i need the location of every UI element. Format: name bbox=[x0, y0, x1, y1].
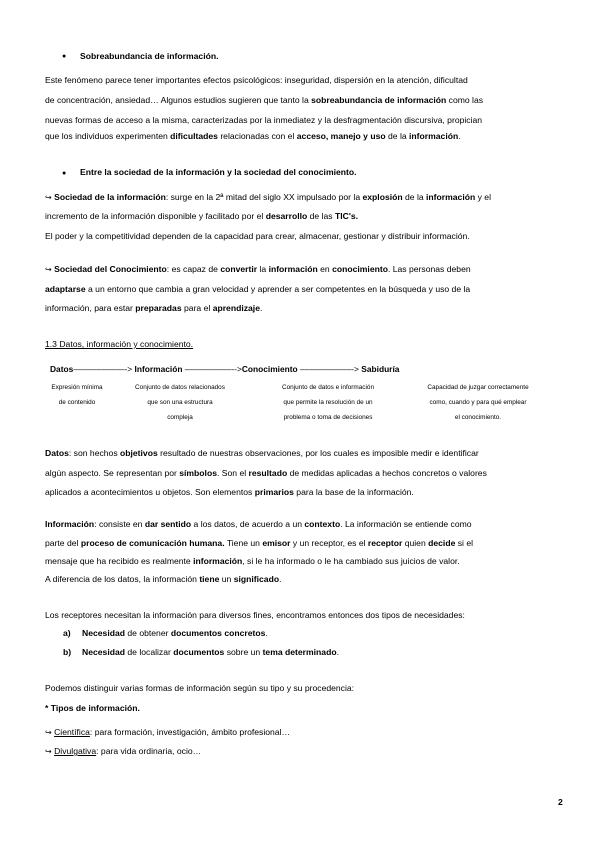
chain-desc-sabiduria: Capacidad de juzgar correctamente como, cuando y para qué emplear el conocimiento. bbox=[427, 384, 529, 421]
chain-datos: Datos bbox=[50, 364, 74, 374]
paragraph-line: nuevas formas de acceso a la misma, caracterizadas por la inmediatez y la desfragmentación discursiva, propician bbox=[45, 115, 483, 125]
asterisk-icon: * bbox=[45, 703, 49, 713]
return-arrow-icon: ↪ bbox=[45, 747, 52, 756]
chain-arrow: –––––––––––-> bbox=[297, 364, 362, 374]
paragraph-line: incremento de la información disponible y facilitado por el desarrollo de las TIC's. bbox=[45, 211, 359, 221]
paragraph-line: que los individuos experimenten dificultades relacionadas con el acceso, manejo y uso de la información. bbox=[45, 131, 461, 141]
paragraph-line: información, para estar preparadas para el aprendizaje. bbox=[45, 303, 263, 313]
paragraph-line: de concentración, ansiedad… Algunos estudios sugieren que tanto la sobreabundancia de información como las bbox=[45, 95, 484, 105]
paragraph-line: Podemos distinguir varias formas de información según su tipo y su procedencia: bbox=[45, 683, 355, 693]
paragraph-line: Los receptores necesitan la información para diversos fines, encontramos entonces dos tipos de necesidades: bbox=[45, 610, 465, 620]
return-arrow-icon: ↪ bbox=[45, 728, 52, 737]
chain-arrow: ––––––––––--> bbox=[182, 364, 242, 374]
section-heading-sociedad: Entre la sociedad de la información y la sociedad del conocimiento. bbox=[80, 167, 357, 177]
list-item: Necesidad de localizar documentos sobre un tema determinado. bbox=[82, 647, 339, 657]
paragraph-line: aplicados a acontecimientos u objetos. Son elementos primarios para la base de la información. bbox=[45, 487, 414, 497]
chain-arrow: –––––––––––-> bbox=[73, 364, 135, 374]
paragraph-line: ↪ Sociedad del Conocimiento: es capaz de convertir la información en conocimiento. Las personas deben bbox=[45, 264, 471, 274]
list-item-divulgativa: ↪ Divulgativa: para vida ordinaria, ocio… bbox=[45, 746, 202, 756]
return-arrow-icon: ↪ bbox=[45, 265, 52, 274]
knowledge-chain bbox=[50, 364, 399, 374]
section-title-datos: 1.3 Datos, información y conocimiento. bbox=[45, 339, 194, 349]
chain-desc-conocimiento: Conjunto de datos e información que permite la resolución de un problema o toma de decisiones bbox=[281, 384, 374, 421]
list-item: Necesidad de obtener documentos concretos. bbox=[82, 628, 268, 638]
paragraph-line: Este fenómeno parece tener importantes efectos psicológicos: inseguridad, dispersión en la atención, dificultad bbox=[45, 75, 468, 85]
paragraph-line: A diferencia de los datos, la información tiene un significado. bbox=[45, 574, 282, 584]
chain-sabiduria: Sabiduría bbox=[361, 364, 400, 374]
subheading-tipos: * Tipos de información. bbox=[45, 703, 140, 713]
paragraph-line: El poder y la competitividad dependen de la capacidad para crear, almacenar, gestionar y distribuir información. bbox=[45, 231, 470, 241]
paragraph-line: Datos: son hechos objetivos resultado de nuestras observaciones, por los cuales es imposible medir e identificar bbox=[45, 448, 479, 458]
page-number: 2 bbox=[558, 797, 563, 807]
list-marker-b: b) bbox=[63, 647, 72, 657]
bullet-icon: ● bbox=[62, 53, 67, 60]
section-heading-sobreabundancia: Sobreabundancia de información. bbox=[80, 51, 219, 61]
chain-informacion: Información bbox=[134, 364, 183, 374]
paragraph-line: mensaje que ha recibido es realmente información, si le ha informado o le ha cambiado sus juicios de valor. bbox=[45, 556, 460, 566]
paragraph-line: adaptarse a un entorno que cambia a gran velocidad y aprender a ser competentes en la búsqueda y uso de la bbox=[45, 284, 471, 294]
paragraph-line: parte del proceso de comunicación humana. Tiene un emisor y un receptor, es el receptor quien decide si el bbox=[45, 538, 474, 548]
paragraph-line: algún aspecto. Se representan por símbolos. Son el resultado de medidas aplicadas a hechos concretos o valores bbox=[45, 468, 487, 478]
list-item-cientifica: ↪ Científica: para formación, investigación, ámbito profesional… bbox=[45, 727, 291, 737]
chain-desc-informacion: Conjunto de datos relacionados que son una estructura compleja bbox=[135, 384, 225, 421]
return-arrow-icon: ↪ bbox=[45, 193, 52, 202]
chain-desc-datos: Expresión mínima de contenido bbox=[51, 384, 103, 406]
list-marker-a: a) bbox=[63, 628, 71, 638]
paragraph-line: ↪ Sociedad de la información: surge en la 2ª mitad del siglo XX impulsado por la explosión de la información y el bbox=[45, 192, 491, 202]
chain-conocimiento: Conocimiento bbox=[241, 364, 298, 374]
bullet-icon: ● bbox=[62, 170, 67, 177]
paragraph-line: Información: consiste en dar sentido a los datos, de acuerdo a un contexto. La información se entiende como bbox=[45, 519, 472, 529]
